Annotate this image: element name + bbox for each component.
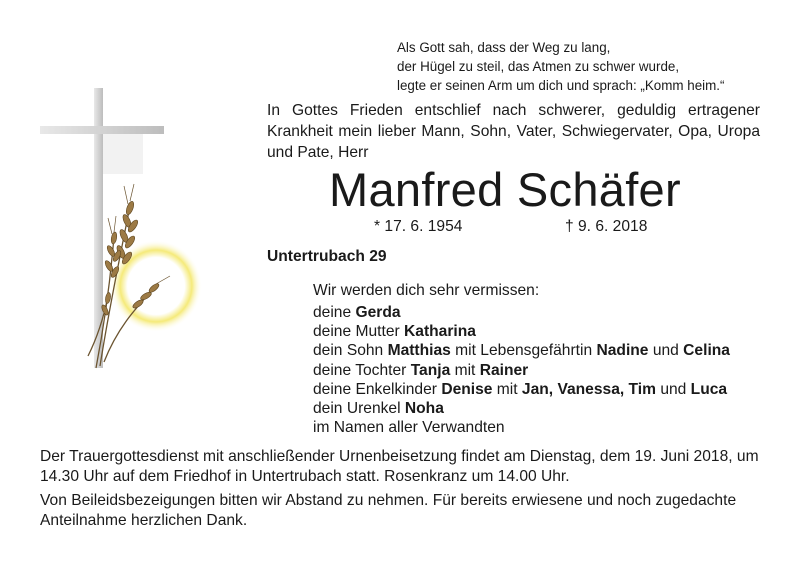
mourner-name: Tanja	[410, 361, 451, 379]
mourner-relation: mit Lebensgefährtin	[450, 342, 597, 360]
mourner-name: Denise	[441, 380, 493, 398]
poem-line: der Hügel zu steil, das Atmen zu schwer wurde,	[397, 59, 680, 74]
mourner-line	[313, 341, 730, 360]
mourner-relation: dein Sohn	[313, 342, 388, 360]
mourner-relation: deine Tochter	[313, 361, 411, 379]
mourner-line	[313, 361, 730, 380]
mourner-name: Gerda	[355, 304, 401, 321]
mourner-relation: dein Urenkel	[313, 400, 405, 418]
mourner-line	[313, 380, 730, 399]
mourner-relation: und	[648, 342, 684, 360]
mourner-name: Matthias	[387, 342, 451, 360]
mourner-name: Luca	[690, 380, 728, 398]
cross-wheat-illustration	[38, 86, 208, 376]
mourner-relation: im Namen aller Verwandten	[313, 419, 505, 437]
birth-date: * 17. 6. 1954	[374, 218, 463, 235]
poem-line: legte er seinen Arm um dich und sprach: „Komm heim.“	[397, 78, 725, 93]
mourner-line	[313, 418, 730, 437]
mourner-relation: deine Enkelkinder	[313, 380, 442, 398]
mourner-name: Noha	[404, 400, 444, 418]
deceased-name: Manfred Schäfer	[329, 163, 681, 216]
service-text: Der Trauergottesdienst mit anschließender Urnenbeisetzung findet am Dienstag, dem 19. Juni 2018, um 14.30 Uhr auf dem Friedhof in Untertrubach statt. Rosenkranz um 14.00 Uhr.	[40, 448, 759, 485]
mourner-line	[313, 399, 730, 418]
poem-line: Als Gott sah, dass der Weg zu lang,	[397, 40, 611, 55]
mourner-relation: mit	[450, 361, 480, 379]
death-date: † 9. 6. 2018	[565, 218, 648, 235]
miss-line: Wir werden dich sehr vermissen:	[313, 282, 540, 299]
mourner-line	[313, 303, 730, 322]
address: Untertrubach 29	[267, 248, 387, 265]
mourner-relation: deine Mutter	[313, 323, 405, 341]
mourner-relation: mit	[492, 380, 522, 398]
mourner-line	[313, 322, 730, 341]
mourner-name: Katharina	[404, 323, 476, 341]
mourner-name: Jan, Vanessa, Tim	[521, 380, 656, 398]
mourners-list	[313, 303, 730, 437]
mourner-relation: deine	[313, 304, 356, 321]
intro-text: In Gottes Frieden entschlief nach schwerer, geduldig ertragener Krankheit mein lieber Mann, Sohn, Vater, Schwiegervater, Opa, Uropa und Pate, Herr	[267, 102, 760, 161]
condolences-text: Von Beileidsbezeigungen bitten wir Abstand zu nehmen. Für bereits erwiesene und noch zugedachte Anteilnahme herzlichen Dank.	[40, 492, 737, 529]
mourner-name: Rainer	[479, 361, 529, 379]
mourner-relation: und	[655, 380, 691, 398]
cross-horizontal	[40, 126, 164, 134]
poem	[397, 38, 724, 95]
mourner-name: Nadine	[596, 342, 649, 360]
mourner-name: Celina	[683, 342, 730, 360]
